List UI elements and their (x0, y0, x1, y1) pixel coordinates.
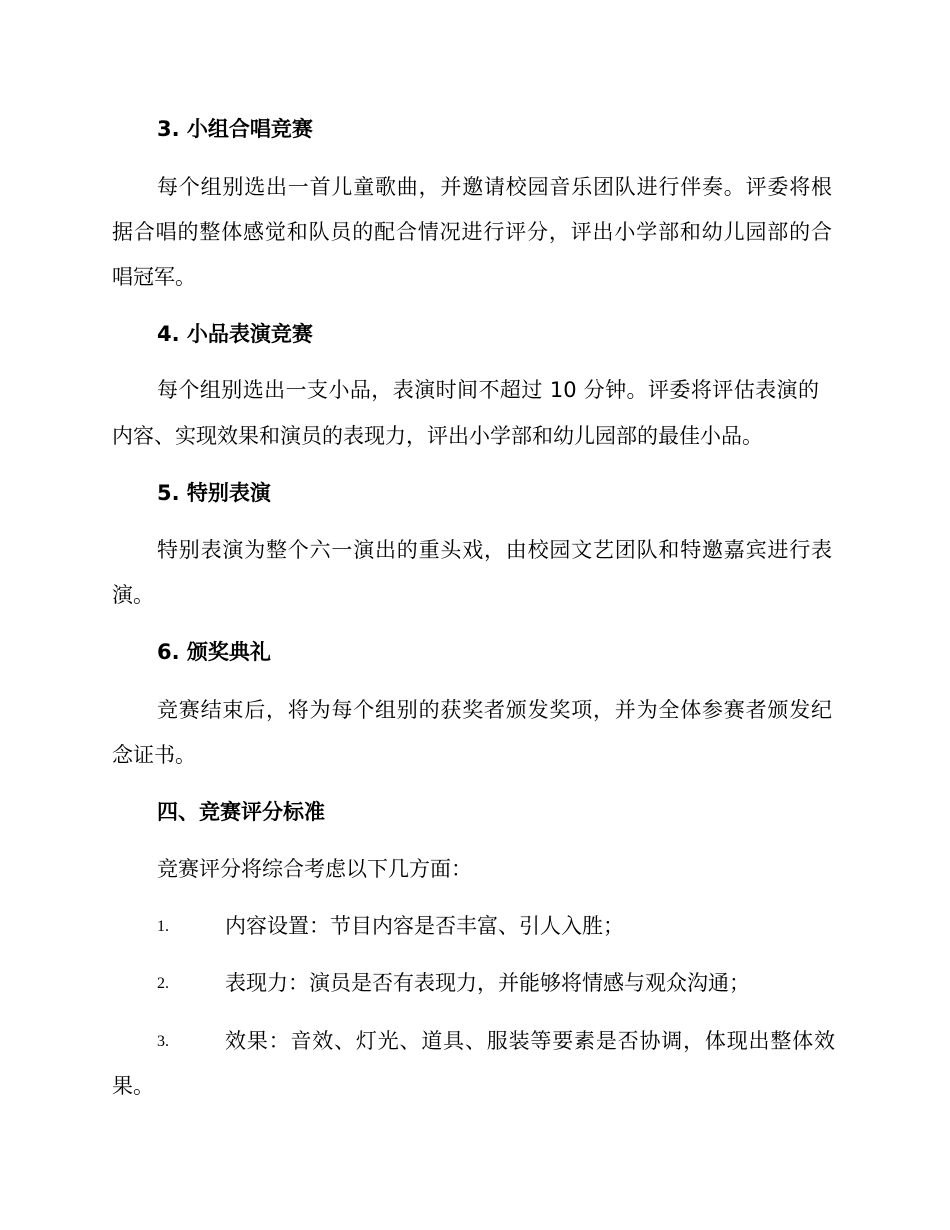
paragraph-line: 每个组别选出一支小品，表演时间不超过 10 分钟。评委将评估表演的 (157, 378, 819, 402)
list-item-text: 效果：音效、灯光、道具、服装等要素是否协调，体现出整体效 (225, 1029, 835, 1053)
list-item-text: 表现力：演员是否有表现力，并能够将情感与观众沟通； (225, 971, 750, 995)
paragraph-line: 竞赛结束后，将为每个组别的获奖者颁发奖项，并为全体参赛者颁发纪 (157, 698, 832, 722)
list-number: 2. (157, 975, 169, 992)
list-number: 3. (157, 1033, 169, 1050)
paragraph-line: 唱冠军。 (112, 265, 196, 289)
paragraph-line: 据合唱的整体感觉和队员的配合情况进行评分，评出小学部和幼儿园部的合 (112, 220, 832, 244)
section-heading: 5. 特别表演 (157, 481, 271, 505)
paragraph-line: 念证书。 (112, 743, 196, 767)
section-heading: 3. 小组合唱竞赛 (157, 117, 313, 141)
paragraph-line: 内容、实现效果和演员的表现力，评出小学部和幼儿园部的最佳小品。 (112, 424, 763, 448)
section-heading: 四、竞赛评分标准 (157, 800, 325, 824)
paragraph-line: 每个组别选出一首儿童歌曲，并邀请校园音乐团队进行伴奏。评委将根 (157, 175, 832, 199)
criteria-intro: 竞赛评分将综合考虑以下几方面： (157, 857, 472, 881)
paragraph-line: 演。 (112, 583, 154, 607)
list-item-continuation: 果。 (112, 1074, 154, 1098)
paragraph-line: 特别表演为整个六一演出的重头戏，由校园文艺团队和特邀嘉宾进行表 (157, 538, 832, 562)
list-number: 1. (157, 918, 169, 935)
list-item-text: 内容设置：节目内容是否丰富、引人入胜； (225, 914, 624, 938)
section-heading: 4. 小品表演竞赛 (157, 322, 313, 346)
section-heading: 6. 颁奖典礼 (157, 640, 271, 664)
